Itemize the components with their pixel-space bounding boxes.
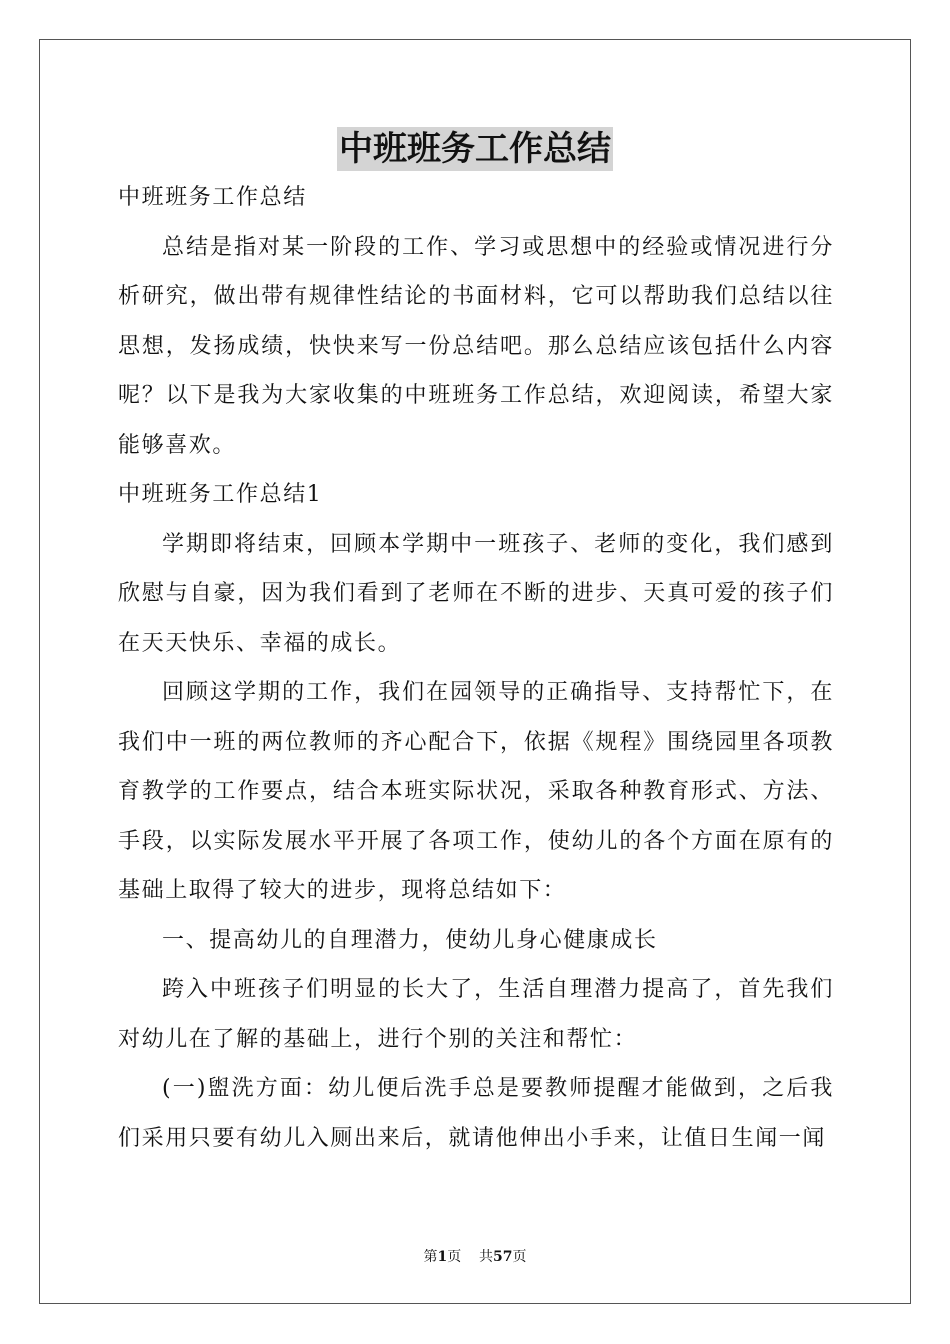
title-container bbox=[0, 127, 950, 171]
page-unit: 页 bbox=[447, 1249, 462, 1265]
paragraph: (一)盥洗方面：幼儿便后洗手总是要教师提醒才能做到，之后我们采用只要有幼儿入厕出来后，就请他伸出小手来，让值日生闻一闻 bbox=[118, 1076, 834, 1151]
subsection-heading: 一、提高幼儿的自理潜力，使幼儿身心健康成长 bbox=[162, 927, 658, 953]
paragraph: 回顾这学期的工作，我们在园领导的正确指导、支持帮忙下，在我们中一班的两位教师的齐心配合下，依据《规程》围绕园里各项教育教学的工作要点，结合本班实际状况，采取各种教育形式、方法、手段，以实际发展水平开展了各项工作，使幼儿的各个方面在原有的基础上取得了较大的进步，现将总结如下： bbox=[118, 680, 834, 903]
total-unit: 页 bbox=[512, 1249, 527, 1265]
total-pages: 57 bbox=[493, 1249, 513, 1265]
paragraph: 跨入中班孩子们明显的长大了，生活自理潜力提高了，首先我们对幼儿在了解的基础上，进行个别的关注和帮忙： bbox=[118, 977, 834, 1052]
paragraph-subtitle: 中班班务工作总结 bbox=[118, 185, 307, 210]
document-body bbox=[118, 173, 834, 1163]
paragraph-intro: 总结是指对某一阶段的工作、学习或思想中的经验或情况进行分析研究，做出带有规律性结论的书面材料，它可以帮助我们总结以往思想，发扬成绩，快快来写一份总结吧。那么总结应该包括什么内容呢？以下是我为大家收集的中班班务工作总结，欢迎阅读，希望大家能够喜欢。 bbox=[118, 234, 834, 458]
total-prefix: 共 bbox=[479, 1249, 494, 1265]
paragraph: 学期即将结束，回顾本学期中一班孩子、老师的变化，我们感到欣慰与自豪，因为我们看到了老师在不断的进步、天真可爱的孩子们在天天快乐、幸福的成长。 bbox=[118, 531, 834, 656]
document-title: 中班班务工作总结 bbox=[339, 129, 611, 169]
page-prefix: 第 bbox=[423, 1249, 438, 1265]
page-footer bbox=[0, 1247, 950, 1267]
section-heading: 中班班务工作总结1 bbox=[118, 482, 323, 507]
page-number: 1 bbox=[437, 1249, 448, 1265]
